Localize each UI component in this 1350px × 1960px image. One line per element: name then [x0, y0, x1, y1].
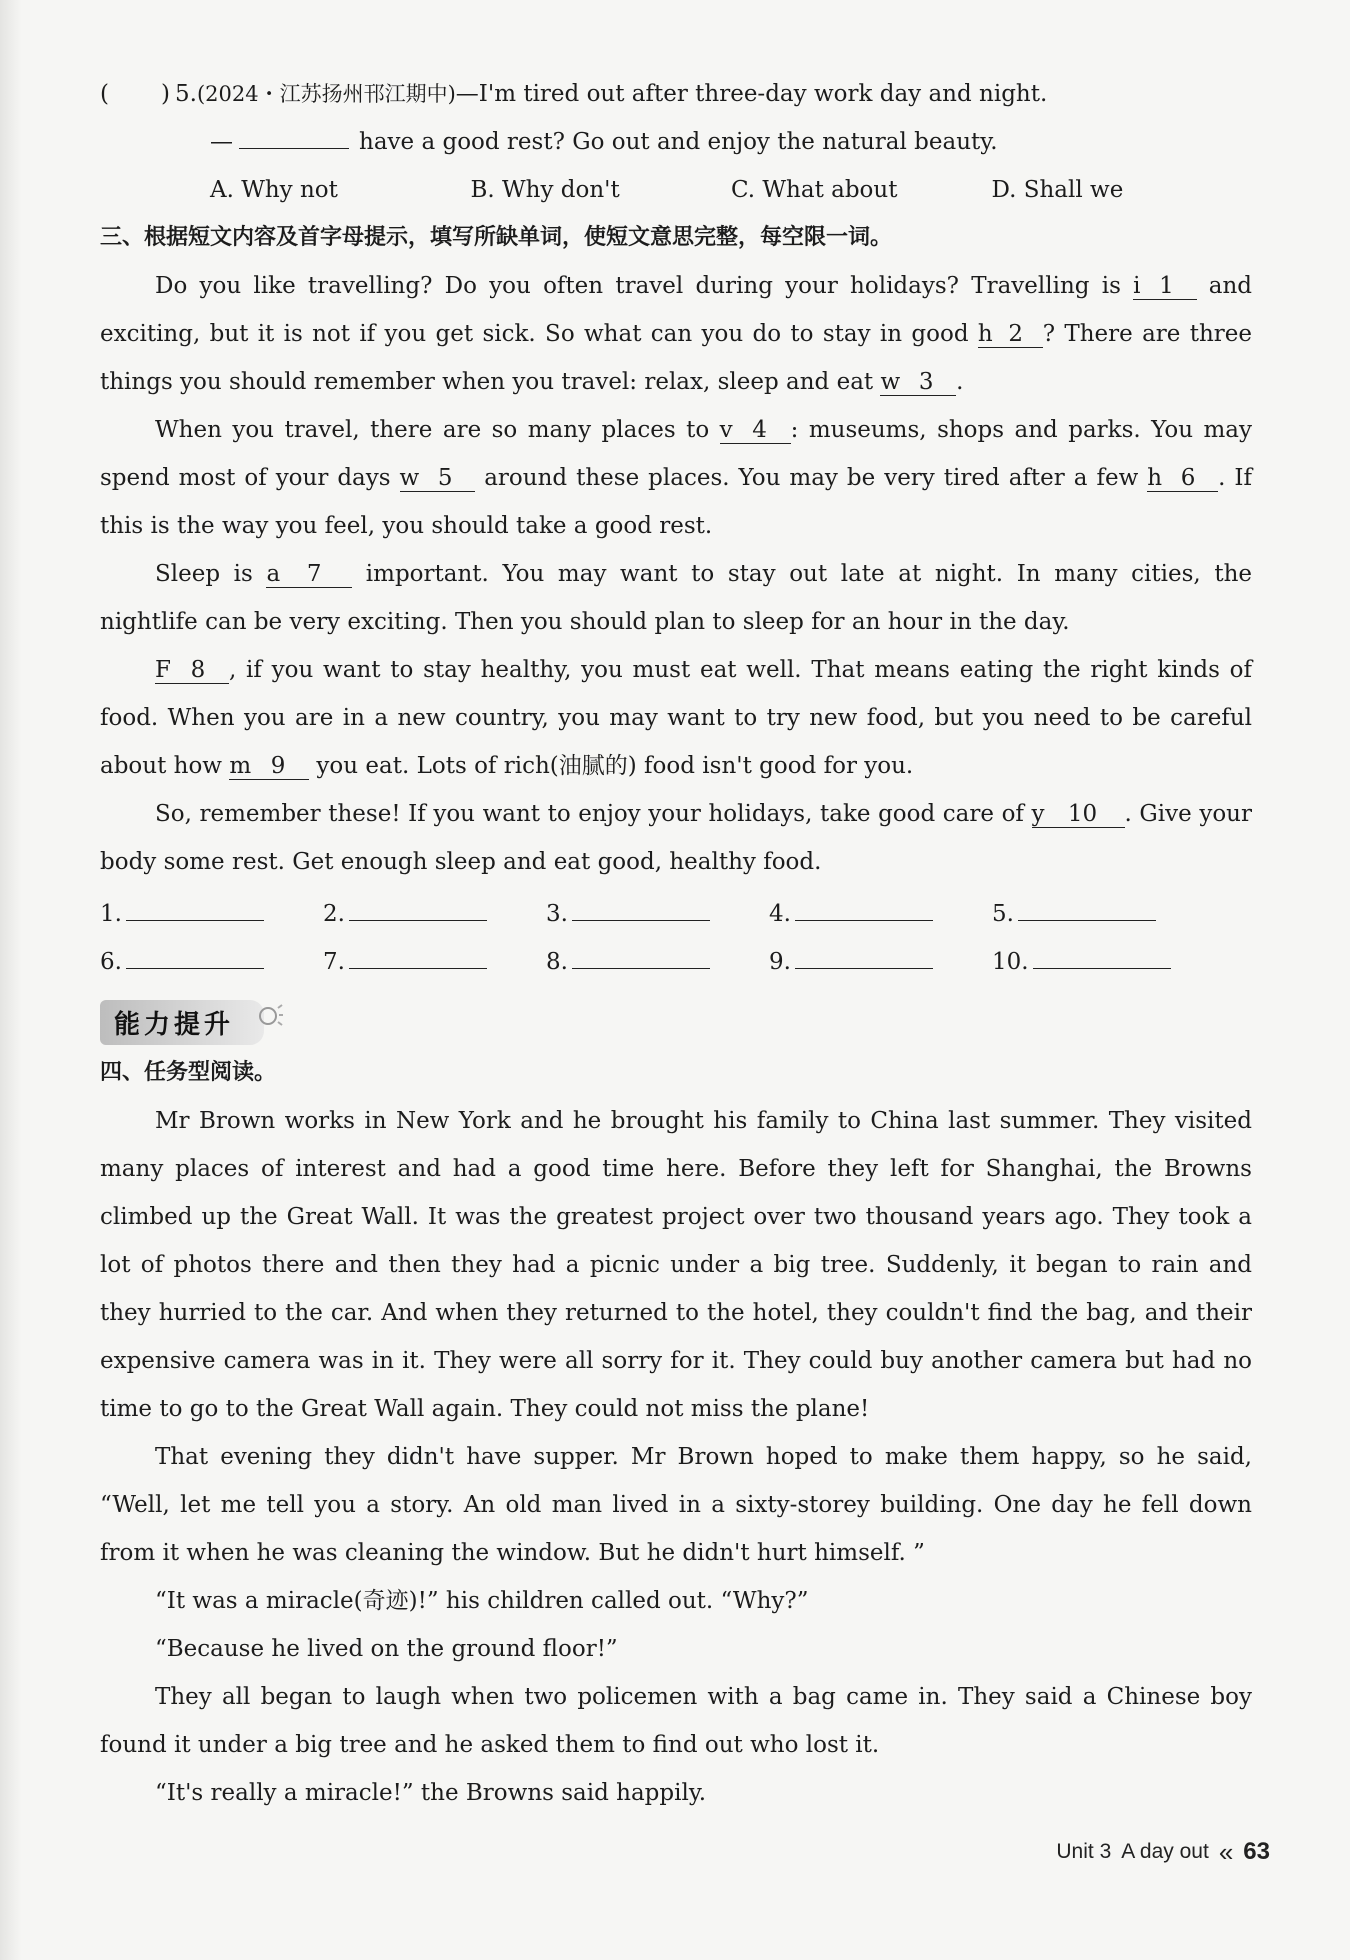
page-number: 63	[1243, 1838, 1270, 1865]
answer-line-5[interactable]: 5.	[992, 890, 1215, 938]
banner-label: 能力提升	[114, 1010, 235, 1040]
question-number: 5.	[175, 81, 197, 107]
blank-2[interactable]: h 2	[978, 321, 1043, 348]
question-5	[100, 70, 1252, 118]
option-a[interactable]: A. Why not	[210, 177, 338, 203]
option-c[interactable]: C. What about	[731, 177, 898, 203]
option-b[interactable]: B. Why don't	[470, 177, 620, 203]
passage-paragraph: Do you like travelling? Do you often travel during your holidays? Travelling is i 1 and exciting, but it is not if you get sick. So what can you do to stay in good h 2 ? There are three things you should remember when you travel: relax, sleep and eat w 3 .	[100, 273, 1252, 395]
ability-banner	[100, 1000, 264, 1045]
blank-10[interactable]: y 10	[1032, 801, 1125, 828]
answer-paren: ( )	[100, 81, 170, 107]
blank-5[interactable]: w 5	[400, 465, 476, 492]
unit-title: A day out	[1121, 1840, 1209, 1863]
lightbulb-icon	[256, 1002, 284, 1038]
page-footer	[1056, 1838, 1270, 1866]
blank-3[interactable]: w 3	[880, 369, 956, 396]
question-5-options	[100, 166, 1252, 214]
blank-8[interactable]: F 8	[155, 657, 229, 684]
double-chevron-left-icon: «	[1218, 1837, 1234, 1867]
answer-line-3[interactable]: 3.	[546, 890, 769, 938]
reading-paragraph: That evening they didn't have supper. Mr Brown hoped to make them happy, so he said, “Well, let me tell you a story. An old man lived in a sixty-storey building. One day he fell down from it when he was cleaning the window. But he didn't hurt himself. ”	[100, 1444, 1252, 1566]
answer-line-6[interactable]: 6.	[100, 938, 323, 986]
reply-text: have a good rest? Go out and enjoy the natural beauty.	[359, 129, 998, 155]
section-4-title: 四、任务型阅读。	[100, 1060, 277, 1085]
reading-paragraph: “Because he lived on the ground floor!”	[155, 1636, 618, 1662]
passage-paragraph: So, remember these! If you want to enjoy your holidays, take good care of y 10 . Give your body some rest. Get enough sleep and eat good, healthy food.	[100, 801, 1252, 875]
blank-9[interactable]: m 9	[229, 753, 309, 780]
blank-1[interactable]: i 1	[1133, 273, 1196, 300]
answer-line-9[interactable]: 9.	[769, 938, 992, 986]
reading-paragraph: “It's really a miracle!” the Browns said happily.	[155, 1780, 707, 1806]
answer-line-1[interactable]: 1.	[100, 890, 323, 938]
option-d[interactable]: D. Shall we	[991, 177, 1124, 203]
reply-dash: —	[210, 129, 233, 155]
blank-6[interactable]: h 6	[1147, 465, 1218, 492]
reading-paragraph: They all began to laugh when two policemen with a bag came in. They said a Chinese boy found it under a big tree and he asked them to find out who lost it.	[100, 1684, 1252, 1758]
passage-paragraph: F 8 , if you want to stay healthy, you must eat well. That means eating the right kinds of food. When you are in a new country, you may want to try new food, but you need to be careful about how m 9 you eat. Lots of rich(油腻的) food isn't good for you.	[100, 657, 1252, 779]
question-source: (2024・江苏扬州邗江期中)	[196, 82, 456, 106]
reading-paragraph: Mr Brown works in New York and he brought his family to China last summer. They visited many places of interest and had a good time here. Before they left for Shanghai, the Browns climbed up the Great Wall. It was the greatest project over two thousand years ago. They took a lot of photos there and then they had a picnic under a big tree. Suddenly, it began to rain and they hurried to the car. And when they returned to the hotel, they couldn't find the bag, and their expensive camera was in it. They were all sorry for it. They could buy another camera but had no time to go to the Great Wall again. They could not miss the plane!	[100, 1108, 1252, 1422]
passage-paragraph: When you travel, there are so many places to v 4 : museums, shops and parks. You may spend most of your days w 5 around these places. You may be very tired after a few h 6 . If this is the way you feel, you should take a good rest.	[100, 417, 1252, 539]
answer-line-8[interactable]: 8.	[546, 938, 769, 986]
answer-line-4[interactable]: 4.	[769, 890, 992, 938]
blank-4[interactable]: v 4	[720, 417, 791, 444]
reading-paragraph: “It was a miracle(奇迹)!” his children called out. “Why?”	[155, 1588, 809, 1614]
answer-blank[interactable]	[239, 128, 349, 149]
answer-line-7[interactable]: 7.	[323, 938, 546, 986]
question-5-reply	[100, 118, 1252, 166]
section-3-title: 三、根据短文内容及首字母提示，填写所缺单词，使短文意思完整，每空限一词。	[100, 225, 893, 250]
answer-line-2[interactable]: 2.	[323, 890, 546, 938]
blank-7[interactable]: a 7	[266, 561, 352, 588]
unit-label: Unit 3	[1056, 1840, 1112, 1863]
passage-paragraph: Sleep is a 7 important. You may want to stay out late at night. In many cities, the nightlife can be very exciting. Then you should plan to sleep for an hour in the day.	[100, 561, 1252, 635]
answer-line-10[interactable]: 10.	[992, 938, 1215, 986]
answer-lines	[100, 890, 1252, 986]
question-prompt: —I'm tired out after three-day work day and night.	[455, 81, 1048, 107]
page-binding-shadow	[0, 0, 22, 1960]
